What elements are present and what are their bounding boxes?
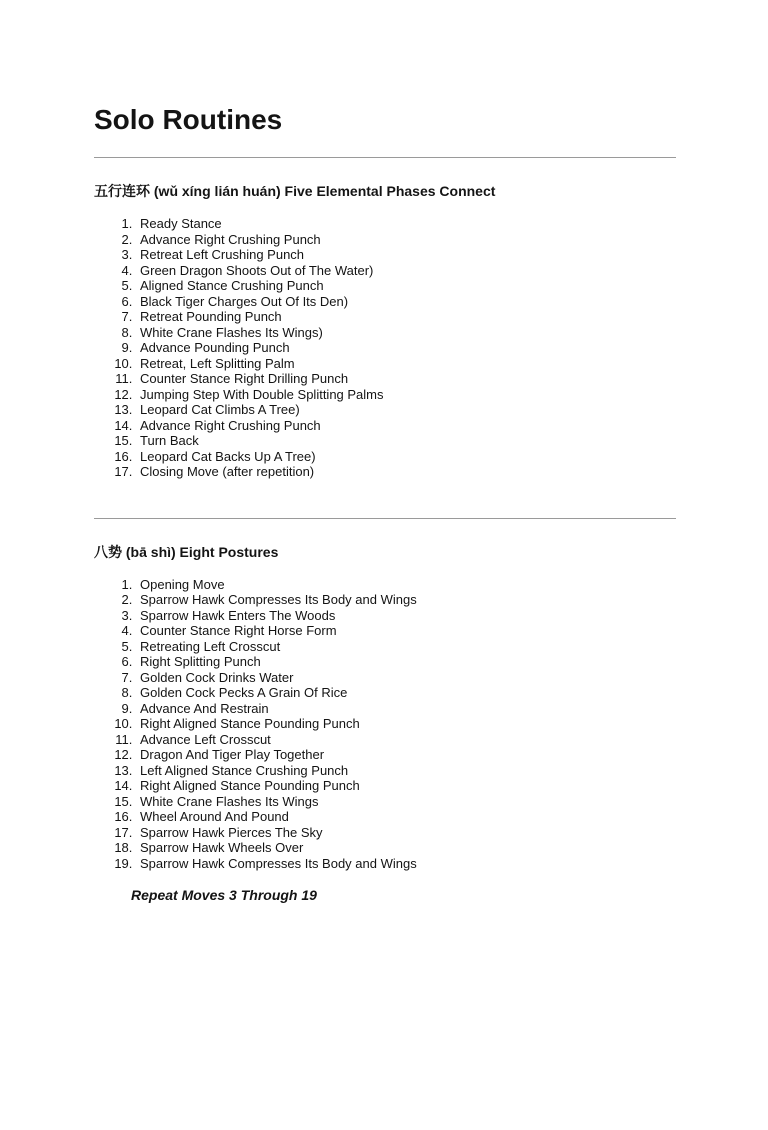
list-item: 3. Sparrow Hawk Enters The Woods (136, 608, 676, 624)
list-item: 12. Dragon And Tiger Play Together (136, 747, 676, 763)
list-item: 8. Golden Cock Pecks A Grain Of Rice (136, 685, 676, 701)
list-item: 17. Closing Move (after repetition) (136, 464, 676, 480)
document-page (94, 106, 676, 903)
list-item: 16. Leopard Cat Backs Up A Tree) (136, 449, 676, 465)
page-title: Solo Routines (94, 104, 283, 135)
list-item: 8. White Crane Flashes Its Wings) (136, 325, 676, 341)
list-item: 15. White Crane Flashes Its Wings (136, 794, 676, 810)
list-item: 17. Sparrow Hawk Pierces The Sky (136, 825, 676, 841)
list-item: 1. Opening Move (136, 577, 676, 593)
list-item: 1. Ready Stance (136, 216, 676, 232)
list-item: 11. Advance Left Crosscut (136, 732, 676, 748)
list-item: 13. Left Aligned Stance Crushing Punch (136, 763, 676, 779)
list-item: 9. Advance And Restrain (136, 701, 676, 717)
moves-list-eight-postures (94, 577, 676, 872)
section-heading: 八势 (bā shì) Eight Postures (94, 543, 279, 560)
repeat-note: Repeat Moves 3 Through 19 (131, 887, 317, 903)
section-five-elemental-phases (94, 184, 676, 480)
list-item: 15. Turn Back (136, 433, 676, 449)
list-item: 3. Retreat Left Crushing Punch (136, 247, 676, 263)
section-divider (94, 518, 676, 519)
list-item: 18. Sparrow Hawk Wheels Over (136, 840, 676, 856)
list-item: 6. Right Splitting Punch (136, 654, 676, 670)
list-item: 16. Wheel Around And Pound (136, 809, 676, 825)
list-item: 10. Retreat, Left Splitting Palm (136, 356, 676, 372)
list-item: 13. Leopard Cat Climbs A Tree) (136, 402, 676, 418)
list-item: 2. Sparrow Hawk Compresses Its Body and Wings (136, 592, 676, 608)
list-item: 7. Retreat Pounding Punch (136, 309, 676, 325)
list-item: 10. Right Aligned Stance Pounding Punch (136, 716, 676, 732)
list-item: 11. Counter Stance Right Drilling Punch (136, 371, 676, 387)
section-heading: 五行连环 (wǔ xíng lián huán) Five Elemental Phases Connect (94, 183, 496, 199)
list-item: 4. Counter Stance Right Horse Form (136, 623, 676, 639)
list-item: 12. Jumping Step With Double Splitting Palms (136, 387, 676, 403)
moves-list-five-elemental (94, 216, 676, 480)
list-item: 2. Advance Right Crushing Punch (136, 232, 676, 248)
list-item: 5. Aligned Stance Crushing Punch (136, 278, 676, 294)
list-item: 19. Sparrow Hawk Compresses Its Body and Wings (136, 856, 676, 872)
list-item: 7. Golden Cock Drinks Water (136, 670, 676, 686)
section-divider (94, 157, 676, 158)
list-item: 4. Green Dragon Shoots Out of The Water) (136, 263, 676, 279)
list-item: 6. Black Tiger Charges Out Of Its Den) (136, 294, 676, 310)
list-item: 14. Advance Right Crushing Punch (136, 418, 676, 434)
section-eight-postures (94, 545, 676, 904)
list-item: 14. Right Aligned Stance Pounding Punch (136, 778, 676, 794)
list-item: 5. Retreating Left Crosscut (136, 639, 676, 655)
list-item: 9. Advance Pounding Punch (136, 340, 676, 356)
